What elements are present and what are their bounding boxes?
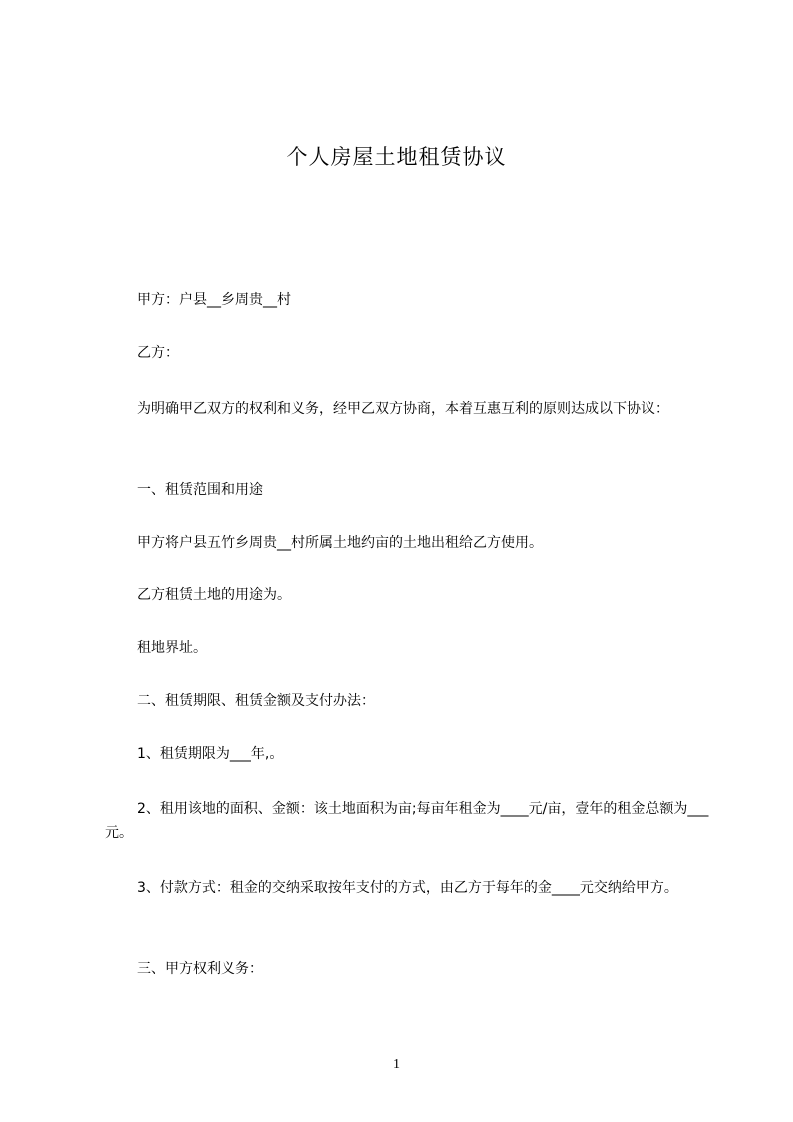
paragraph-payment: 3、付款方式：租金的交纳采取按年支付的方式，由乙方于每年的金____元交纳给甲方。: [137, 880, 678, 896]
section-heading-3: 三、甲方权利义务：: [137, 961, 263, 977]
paragraph-land-use: 乙方租赁土地的用途为。: [137, 587, 291, 603]
paragraph-boundary: 租地界址。: [137, 640, 207, 656]
page-number: 1: [393, 1057, 400, 1072]
section-heading-1: 一、租赁范围和用途: [137, 482, 263, 498]
document-title: 个人房屋土地租赁协议: [286, 145, 507, 169]
paragraph-lease-scope: 甲方将户县五竹乡周贵__村所属土地约亩的土地出租给乙方使用。: [137, 535, 543, 551]
paragraph-area-amount: 2、租用该地的面积、金额：该土地面积为亩;每亩年租金为____元/亩，壹年的租金总额为___元。: [105, 801, 709, 841]
paragraph-term: 1、租赁期限为___年,。: [137, 746, 284, 762]
paragraph-party-a: 甲方：户县__乡周贵__村: [137, 292, 291, 308]
paragraph-preamble: 为明确甲乙双方的权利和义务，经甲乙双方协商，本着互惠互利的原则达成以下协议：: [137, 401, 669, 417]
section-heading-2: 二、租赁期限、租赁金额及支付办法：: [137, 693, 375, 709]
paragraph-party-b: 乙方：: [137, 345, 179, 361]
